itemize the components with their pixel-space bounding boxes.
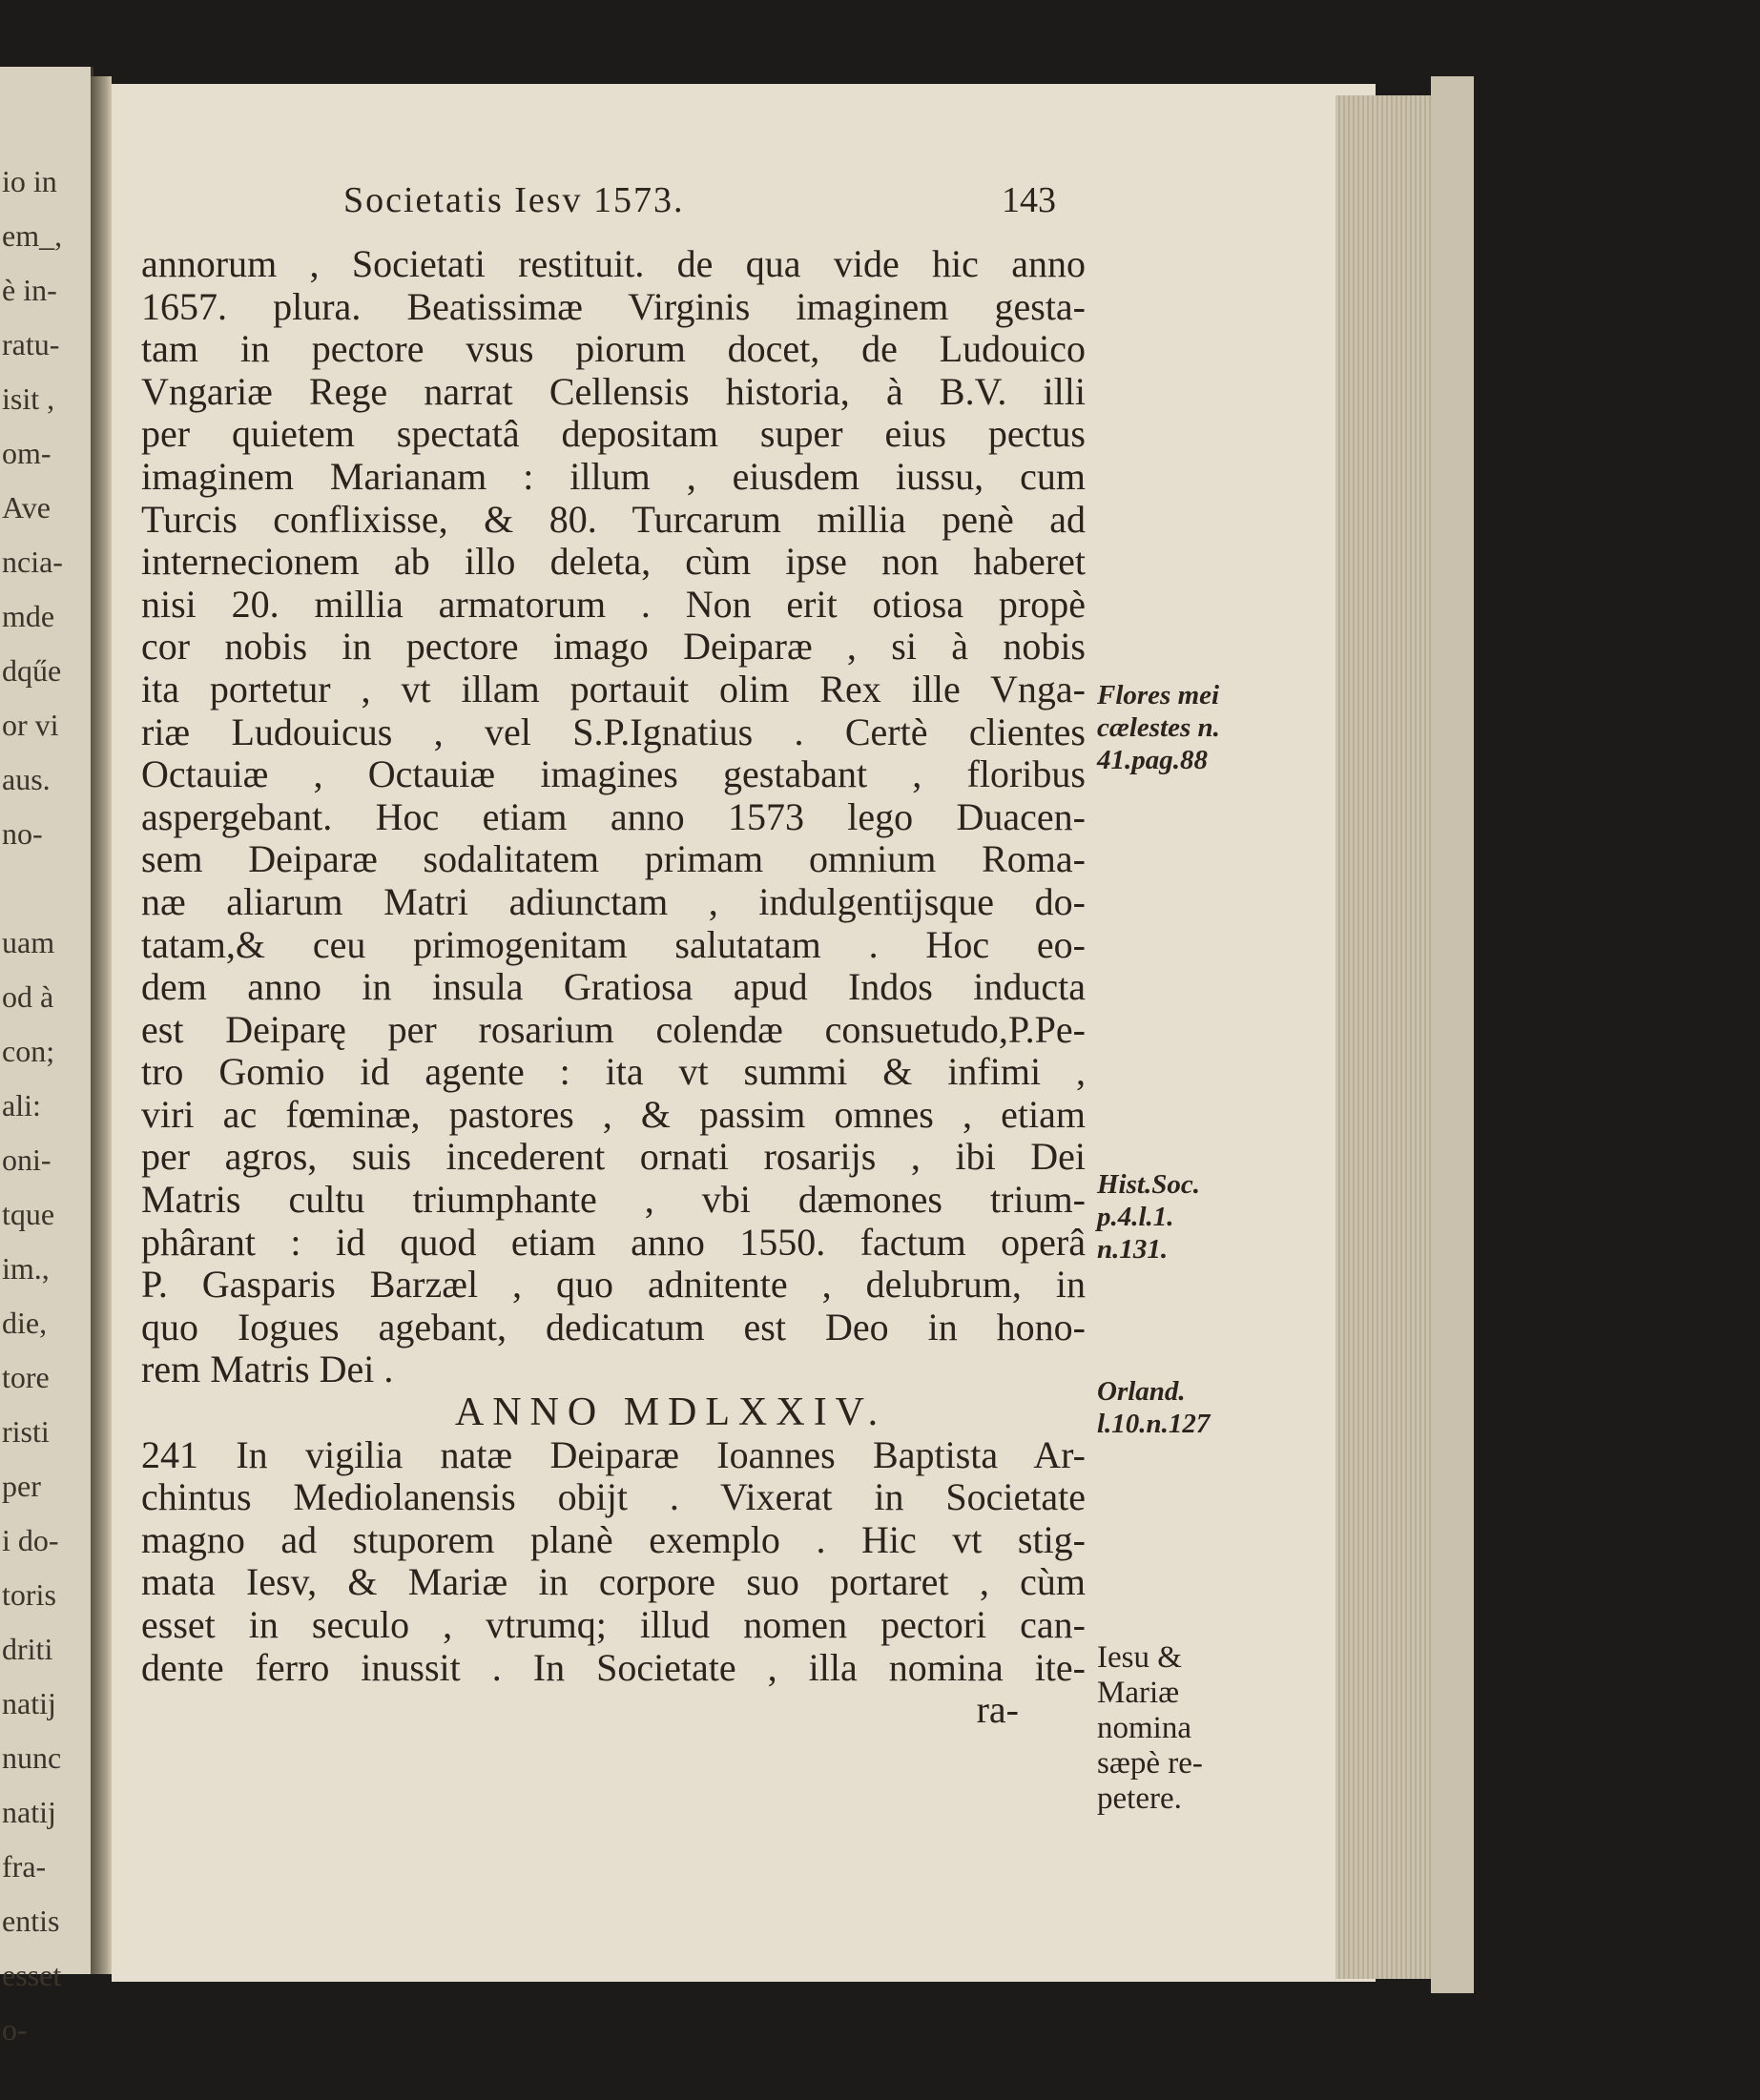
- catchword: ra-: [976, 1688, 1019, 1732]
- margin-note-line: Flores mei: [1097, 680, 1220, 710]
- left-page-fragment: i do-: [2, 1523, 59, 1557]
- left-page-fragment: tore: [2, 1360, 50, 1394]
- left-page-fragment: risti: [2, 1414, 50, 1449]
- left-facing-page: [0, 67, 93, 2047]
- main-text: [141, 243, 1086, 1732]
- margin-note-line: petere.: [1097, 1781, 1182, 1816]
- text-line: per agros, suis incederent ornati rosarijs , ibi Dei: [141, 1135, 1086, 1179]
- left-page-fragment: ncia-: [2, 545, 63, 579]
- left-page-fragment: toris: [2, 1577, 56, 1612]
- left-page-fragment: per: [2, 1469, 41, 1503]
- left-page-fragment: om-: [2, 436, 52, 470]
- margin-note-line: Orland.: [1097, 1376, 1186, 1407]
- left-page-fragment: no-: [2, 816, 43, 851]
- text-line: tatam,& ceu primogenitam salutatam . Hoc eo-: [141, 922, 1086, 966]
- text-line: tro Gomio id agente : ita vt summi & infimi ,: [141, 1050, 1086, 1094]
- text-line: P. Gasparis Barzæl , quo adnitente , delubrum, in: [141, 1263, 1086, 1307]
- left-page-fragment: Ave: [2, 490, 51, 525]
- text-line: Vngariæ Rege narrat Cellensis historia, à B.V. illi: [141, 369, 1086, 413]
- left-page-fragment: è in-: [2, 273, 57, 307]
- left-page-fragment: natij: [2, 1686, 56, 1720]
- text-line: Matris cultu triumphante , vbi dæmones trium-: [141, 1178, 1086, 1222]
- left-page-fragment: die,: [2, 1306, 48, 1340]
- text-line: dem anno in insula Gratiosa apud Indos inducta: [141, 965, 1086, 1009]
- left-page-fragment: tque: [2, 1197, 55, 1231]
- text-line: riæ Ludouicus , vel S.P.Ignatius . Certè clientes: [141, 710, 1086, 753]
- left-page-fragment: entis: [2, 1904, 60, 1938]
- left-page-fragment: nunc: [2, 1740, 62, 1775]
- text-line: chintus Mediolanensis obijt . Vixerat in Societate: [141, 1475, 1086, 1519]
- text-line: 241 In vigilia natæ Deiparæ Ioannes Baptista Ar-: [141, 1432, 1086, 1476]
- text-line: internecionem ab illo deleta, cùm ipse non haberet: [141, 540, 1086, 584]
- left-page-fragment: natij: [2, 1795, 56, 1829]
- margin-note-line: n.131.: [1097, 1234, 1169, 1265]
- margin-note-orland: [1097, 1375, 1210, 1440]
- text-line: esset in seculo , vtrumq; illud nomen pectori can-: [141, 1603, 1086, 1646]
- left-page-fragment: isit ,: [2, 381, 55, 416]
- text-line: tam in pectore vsus piorum docet, de Ludouico: [141, 327, 1086, 371]
- text-line: per quietem spectatâ depositam super eius pectus: [141, 412, 1086, 456]
- page-number: 143: [1002, 180, 1056, 220]
- text-line: aspergebant. Hoc etiam anno 1573 lego Duacen-: [141, 794, 1086, 838]
- left-page-fragment: o-: [2, 2012, 28, 2047]
- running-title: Societatis Iesv 1573.: [343, 180, 685, 220]
- left-page-fragment: mde: [2, 599, 55, 633]
- book-cover-edge: [1431, 76, 1474, 1993]
- text-line: cor nobis in pectore imago Deiparæ , si à nobis: [141, 625, 1086, 669]
- left-page-fragment: dqűe: [2, 653, 62, 688]
- text-line: ita portetur , vt illam portauit olim Rex ille Vnga-: [141, 667, 1086, 710]
- text-line: rem Matris Dei .: [141, 1348, 394, 1391]
- margin-note-line: cælestes n.: [1097, 712, 1220, 743]
- left-page-fragment: ali:: [2, 1088, 41, 1122]
- text-line: Octauiæ , Octauiæ imagines gestabant , floribus: [141, 752, 1086, 796]
- left-page-fragment: ratu-: [2, 327, 60, 361]
- text-line: næ aliarum Matri adiunctam , indulgentijsque do-: [141, 879, 1086, 923]
- text-line: nisi 20. millia armatorum . Non erit otiosa propè: [141, 582, 1086, 626]
- margin-note-line: nomina: [1097, 1711, 1191, 1745]
- margin-note-line: p.4.l.1.: [1097, 1202, 1174, 1232]
- year-heading: ANNO MDLXXIV.: [454, 1390, 887, 1435]
- text-line: mata Iesv, & Mariæ in corpore suo portaret , cùm: [141, 1560, 1086, 1604]
- text-line: phârant : id quod etiam anno 1550. factum operâ: [141, 1220, 1086, 1264]
- left-page-fragment: im.,: [2, 1251, 50, 1286]
- text-line: magno ad stuporem planè exemplo . Hic vt stig-: [141, 1517, 1086, 1561]
- text-line: imaginem Marianam : illum , eiusdem iussu, cum: [141, 454, 1086, 498]
- left-page-fragment: uam: [2, 925, 55, 959]
- left-page-fragment: aus.: [2, 762, 51, 796]
- margin-note-hist-soc: [1097, 1168, 1200, 1266]
- margin-note-iesu-mariae: [1097, 1640, 1203, 1817]
- margin-note-line: l.10.n.127: [1097, 1409, 1211, 1439]
- left-page-fragment: con;: [2, 1034, 55, 1068]
- left-page-fragment: fra-: [2, 1849, 47, 1884]
- text-line: sem Deiparæ sodalitatem primam omnium Roma-: [141, 837, 1086, 881]
- margin-note-line: 41.pag.88: [1097, 745, 1208, 775]
- book-gutter: [91, 76, 112, 1974]
- left-page-fragment: io in: [2, 164, 57, 198]
- text-line: quo Iogues agebant, dedicatum est Deo in hono-: [141, 1305, 1086, 1349]
- left-page-fragment: driti: [2, 1632, 53, 1666]
- left-page-fragment: or vi: [2, 708, 59, 742]
- margin-note-flores: [1097, 679, 1220, 776]
- margin-note-line: Mariæ: [1097, 1676, 1180, 1710]
- text-line: annorum , Societati restituit. de qua vide hic anno: [141, 242, 1086, 285]
- text-line: viri ac fœminæ, pastores , & passim omnes , etiam: [141, 1092, 1086, 1136]
- left-page-fragment: oni-: [2, 1143, 52, 1177]
- text-line: dente ferro inussit . In Societate , illa nomina ite-: [141, 1645, 1086, 1689]
- text-line: 1657. plura. Beatissimæ Virginis imaginem gesta-: [141, 284, 1086, 328]
- left-page-fragment: esset: [2, 1958, 62, 1992]
- page-fore-edge: [1336, 95, 1443, 1979]
- text-line: Turcis conflixisse, & 80. Turcarum millia penè ad: [141, 497, 1086, 541]
- margin-note-line: Iesu &: [1097, 1640, 1182, 1675]
- running-header: [343, 179, 1054, 221]
- margin-note-line: Hist.Soc.: [1097, 1169, 1200, 1200]
- left-page-fragment: od à: [2, 979, 54, 1014]
- margin-note-line: sæpè re-: [1097, 1746, 1203, 1781]
- text-line: est Deiparę per rosarium colendæ consuetudo,P.Pe-: [141, 1007, 1086, 1051]
- left-page-fragment: em_,: [2, 218, 63, 253]
